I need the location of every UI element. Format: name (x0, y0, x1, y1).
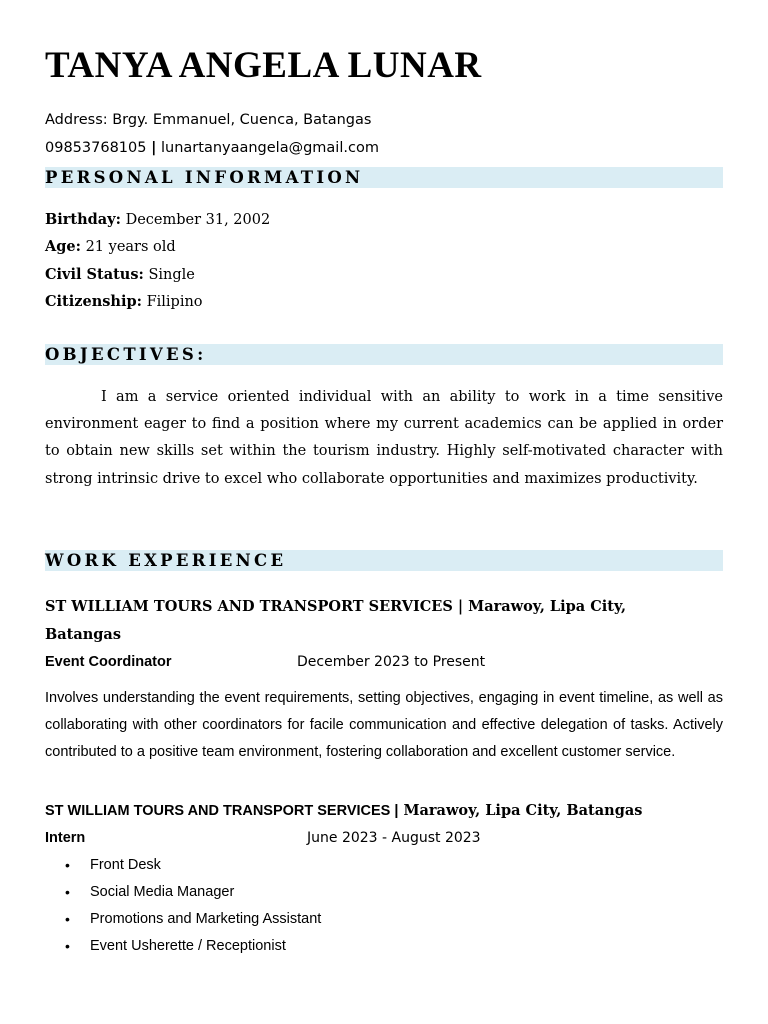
bullet-icon: • (65, 911, 70, 927)
job-2-dates: June 2023 - August 2023 (307, 830, 481, 846)
duty-text: Promotions and Marketing Assistant (90, 911, 322, 927)
job-1-dates: December 2023 to Present (297, 654, 486, 670)
citizenship-value: Filipino (141, 294, 203, 310)
personal-information-heading-bar (45, 167, 723, 188)
work-experience-heading: WORK EXPERIENCE (45, 551, 287, 570)
bullet-icon: • (65, 884, 70, 900)
job-1-role: Event Coordinator (45, 654, 172, 670)
objectives-heading: OBJECTIVES: (45, 345, 207, 364)
address-line: Address: Brgy. Emmanuel, Cuenca, Batangas (45, 112, 372, 128)
job-2-company-name: ST WILLIAM TOURS AND TRANSPORT SERVICES | (45, 803, 399, 819)
bullet-icon: • (65, 938, 70, 954)
civil-status-value: Single (143, 267, 195, 283)
list-item (45, 852, 321, 879)
age-value: 21 years old (80, 239, 176, 255)
age-line (45, 238, 176, 255)
civil-status-line (45, 266, 195, 283)
duty-text: Event Usherette / Receptionist (90, 938, 286, 954)
age-label: Age: (45, 238, 81, 255)
contact-line (45, 140, 379, 156)
citizenship-line (45, 293, 203, 310)
applicant-name: TANYA ANGELA LUNAR (45, 45, 482, 86)
duty-text: Front Desk (90, 857, 161, 873)
job-1-company: ST WILLIAM TOURS AND TRANSPORT SERVICES | Marawoy, Lipa City, Batangas (45, 598, 627, 643)
birthday-line (45, 211, 270, 228)
list-item (45, 933, 321, 960)
duty-text: Social Media Manager (90, 884, 235, 900)
job-2-role: Intern (45, 830, 86, 846)
email-address: lunartanyaangela@gmail.com (161, 140, 379, 156)
contact-separator: | (151, 140, 157, 156)
citizenship-label: Citizenship: (45, 293, 142, 310)
phone-number: 09853768105 (45, 140, 147, 156)
job-2-company (45, 802, 642, 820)
objectives-heading-bar (45, 344, 723, 365)
job-1-description: Involves understanding the event requirements, setting objectives, engaging in event timeline, as well as collaborating with other coordinators for facile communication and effective delegation of tasks. Actively contributed to a positive team environment, fostering collaboration and excellent customer service. (45, 690, 723, 760)
job-2-duties-list (45, 852, 321, 960)
job-2-company-location: Marawoy, Lipa City, Batangas (398, 802, 643, 819)
list-item (45, 879, 321, 906)
bullet-icon: • (65, 857, 70, 873)
birthday-value: December 31, 2002 (120, 212, 271, 228)
personal-information-heading: PERSONAL INFORMATION (45, 168, 364, 187)
work-experience-heading-bar (45, 550, 723, 571)
objective-paragraph: I am a service oriented individual with an ability to work in a time sensitive environment eager to find a position where my current academics can be applied in order to obtain new skills set within the tourism industry. Highly self-motivated character with strong intrinsic drive to excel who collaborate opportunities and maximizes productivity. (45, 389, 723, 487)
list-item (45, 906, 321, 933)
civil-status-label: Civil Status: (45, 266, 144, 283)
birthday-label: Birthday: (45, 211, 121, 228)
